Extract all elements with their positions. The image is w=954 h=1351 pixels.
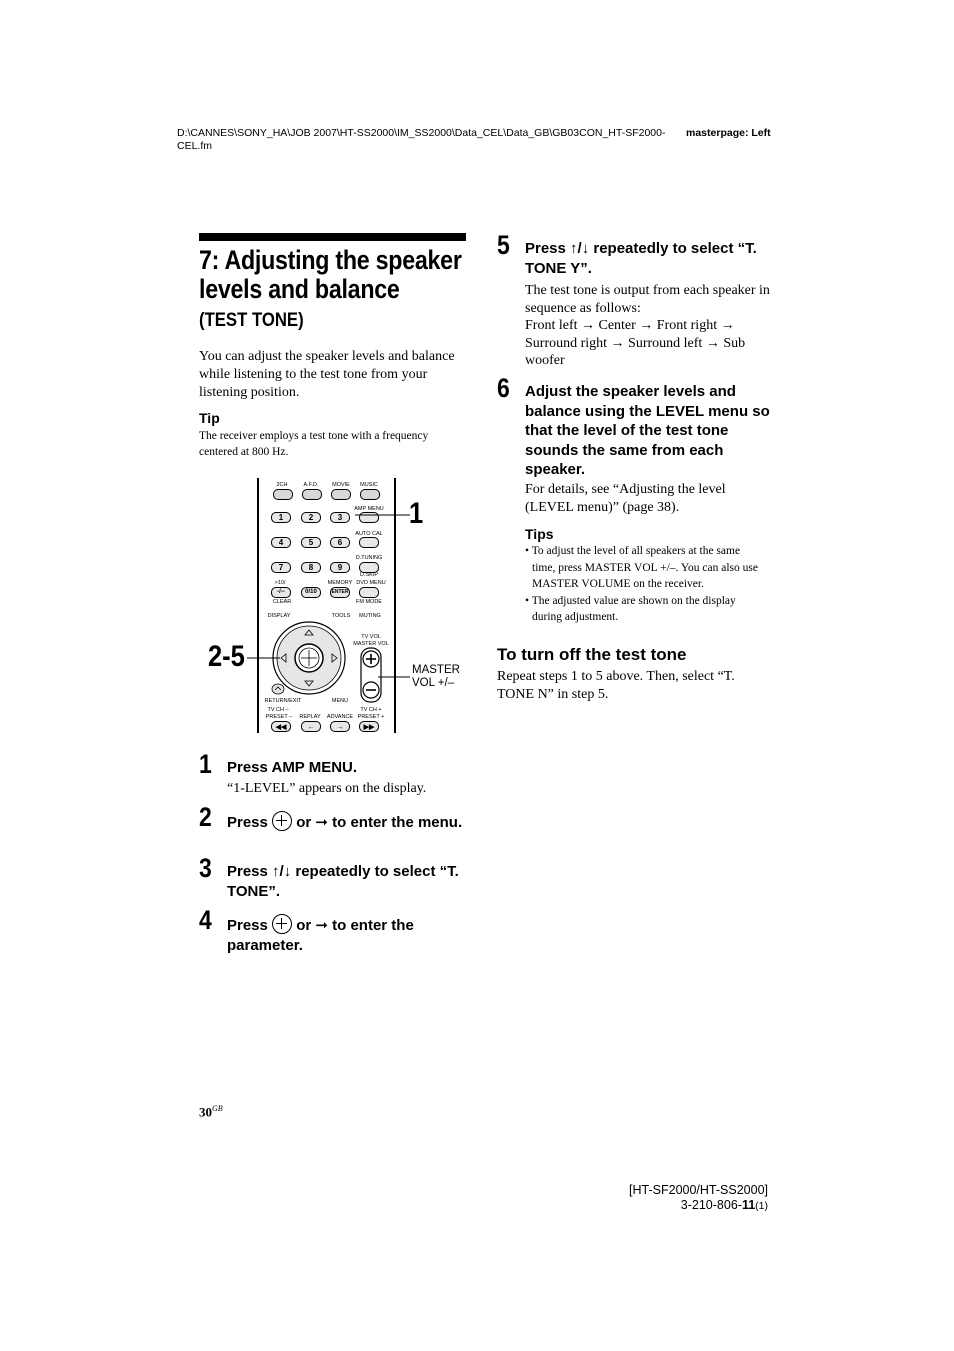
remote-button-2: 2 (301, 512, 321, 523)
remote-button-movie (331, 489, 351, 500)
remote-button-3: 3 (330, 512, 350, 523)
page-suffix: GB (212, 1104, 223, 1113)
step-number: 3 (199, 853, 212, 883)
remote-label-tv-vol: TV VOL (361, 634, 381, 640)
tips-heading: Tips (525, 526, 554, 542)
step-heading: Press ↑/↓ repeatedly to select “T. TONE Y”. (525, 240, 757, 277)
step-number: 1 (199, 749, 212, 779)
remote-button-dvd-menu (359, 587, 379, 598)
remote-label-master-vol: MASTER VOL (353, 641, 389, 647)
page-number: $30^{GB}$ (199, 1104, 223, 1120)
step-heading-rest: or ➞ to enter the menu. (296, 814, 463, 831)
remote-label-muting: MUTING (359, 613, 381, 619)
step-heading-press: Press (227, 917, 268, 934)
remote-button-6: 6 (330, 537, 350, 548)
remote-button-8: 8 (301, 562, 321, 573)
master-vol-label: MASTER VOL +/– (412, 664, 460, 689)
remote-label-d-skip: D.SKIP (359, 572, 379, 578)
remote-label-tv-ch-plus: TV CH + (360, 707, 382, 713)
step-heading: Adjust the speaker levels and balance using the LEVEL menu so that the level of the test tone sounds the same from each speaker. (525, 383, 770, 478)
remote-button-2ch (273, 489, 293, 500)
step-heading: Press ↑/↓ repeatedly to select “T. TONE”. (227, 863, 459, 900)
remote-button-auto-cal (359, 537, 379, 548)
remote-label-auto-cal: AUTO CAL (355, 531, 383, 537)
remote-button-9: 9 (330, 562, 350, 573)
remote-label-display: DISPLAY (267, 613, 291, 619)
speaker-sequence: Front left → Center → Front right → Surround right → Surround left → Sub woofer (525, 318, 746, 368)
remote-label-afd: A.F.D. (303, 482, 319, 488)
file-path: D:\CANNES\SONY_HA\JOB 2007\HT-SS2000\IM_SS2000\Data_CEL\Data_GB\GB03CON_HT-SF2000-CEL.fm (177, 127, 666, 152)
callout-line-1 (355, 505, 415, 525)
tip-text: The receiver employs a test tone with a frequency centered at 800 Hz. (199, 430, 429, 458)
step-body: For details, see “Adjusting the level (LEVEL menu)” (page 38). (525, 482, 726, 515)
page-title: 7: Adjusting the speaker levels and balance (199, 245, 462, 304)
remote-label-memory: MEMORY (327, 580, 353, 586)
enter-icon (272, 914, 292, 934)
remote-label-2ch: 2CH (276, 482, 288, 488)
turn-off-heading: To turn off the test tone (497, 645, 687, 664)
remote-button-1: 1 (271, 512, 291, 523)
title-rule (199, 233, 466, 241)
remote-button-enter: ENTER (330, 587, 350, 598)
callout-1: 1 (409, 497, 424, 530)
tips-item: • The adjusted value are shown on the display during adjustment. (525, 594, 736, 623)
remote-label-amp-menu: AMP MENU (354, 506, 384, 512)
remote-label-movie: MOVIE (332, 482, 350, 488)
step-number: 5 (497, 230, 510, 260)
step-number: 6 (497, 373, 510, 403)
tips-item: • To adjust the level of all speakers at the same time, press MASTER VOL +/–. You can also use MASTER VOLUME on the receiver. (525, 545, 758, 590)
remote-label-tv-ch-minus: TV CH – (267, 707, 289, 713)
remote-button-advance: → (330, 721, 350, 732)
step-heading (227, 811, 467, 833)
step-number: 4 (199, 905, 212, 935)
step-heading-press: Press (227, 814, 268, 831)
remote-label-replay: REPLAY (299, 714, 321, 720)
remote-button-5: 5 (301, 537, 321, 548)
tip-heading: Tip (199, 410, 220, 426)
remote-label-gt10: >10/ (274, 580, 286, 586)
step-number: 2 (199, 802, 212, 832)
step-heading (227, 914, 467, 955)
tips-list (525, 543, 765, 626)
step-body: The test tone is output from each speaker in sequence as follows: (525, 283, 770, 316)
masterpage-label: masterpage: Left (686, 127, 771, 139)
callout-line-2-5 (245, 650, 285, 670)
remote-label-dvd-menu: DVD MENU (356, 580, 386, 586)
remote-label-return-exit: RETURN/EXIT (264, 698, 302, 704)
remote-button-afd (302, 489, 322, 500)
remote-label-clear: CLEAR (272, 599, 292, 605)
remote-label-menu: MENU (331, 698, 349, 704)
remote-label-preset-plus: PRESET + (357, 714, 385, 720)
remote-label-tools: TOOLS (331, 613, 351, 619)
remote-label-d-tuning: D.TUNING (355, 555, 383, 561)
remote-button-preset-plus: ▶▶ (359, 721, 379, 732)
remote-label-music: MUSIC (360, 482, 378, 488)
remote-button-replay: ← (301, 721, 321, 732)
footer-model: [HT-SF2000/HT-SS2000] 3-210-806-11(1) (629, 1183, 768, 1212)
callout-2-5: 2-5 (208, 640, 245, 673)
enter-icon (272, 811, 292, 831)
remote-button-7: 7 (271, 562, 291, 573)
remote-label-fm-mode: FM MODE (356, 599, 382, 605)
remote-label-preset-minus: PRESET – (265, 714, 293, 720)
intro-text: You can adjust the speaker levels and balance while listening to the test tone from your listening position. (199, 349, 455, 400)
page-subtitle: (TEST TONE) (199, 310, 304, 331)
remote-button-4: 4 (271, 537, 291, 548)
remote-return-button (271, 683, 285, 695)
remote-label-advance: ADVANCE (326, 714, 354, 720)
step-heading: Press AMP MENU. (227, 759, 358, 776)
remote-button-music (360, 489, 380, 500)
step-heading-rest: or ➞ to enter the parameter. (227, 917, 414, 954)
turn-off-body: Repeat steps 1 to 5 above. Then, select “T. TONE N” in step 5. (497, 669, 735, 702)
remote-button-0: 0/10 (301, 587, 321, 598)
step-body: “1-LEVEL” appears on the display. (227, 781, 427, 796)
remote-button-preset-minus: ◀◀ (271, 721, 291, 732)
remote-button-dash: -/-- (271, 587, 291, 598)
callout-line-master-vol (378, 672, 412, 682)
